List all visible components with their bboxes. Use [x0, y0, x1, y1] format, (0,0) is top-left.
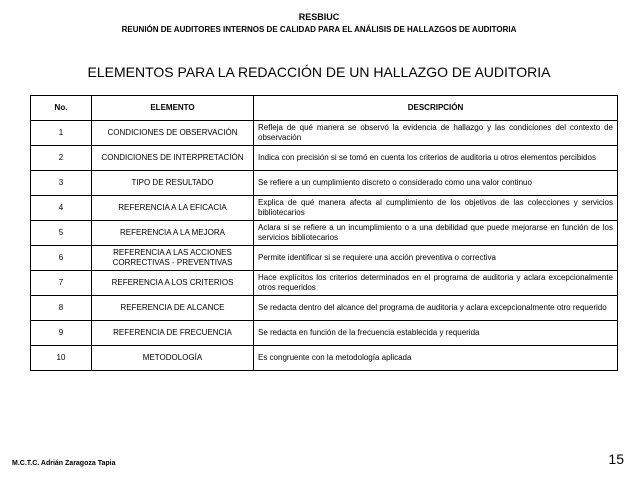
cell-descripcion: Se redacta en función de la frecuencia establecida y requerida	[254, 321, 618, 346]
cell-descripcion: Se refiere a un cumplimiento discreto o considerado como una valor continuo	[254, 171, 618, 196]
elements-table	[30, 95, 618, 371]
header-meeting: REUNIÓN DE AUDITORES INTERNOS DE CALIDAD PARA EL ANÁLISIS DE HALLAZGOS DE AUDITORIA	[121, 25, 517, 34]
cell-elemento: CONDICIONES DE INTERPRETACIÓN	[92, 146, 254, 171]
cell-no: 10	[31, 346, 92, 371]
cell-elemento: REFERENCIA DE ALCANCE	[92, 296, 254, 321]
table-row	[31, 246, 618, 271]
table-row	[31, 296, 618, 321]
cell-elemento: REFERENCIA DE FRECUENCIA	[92, 321, 254, 346]
header-org: RESBIUC	[298, 12, 340, 22]
cell-no: 3	[31, 171, 92, 196]
cell-no: 4	[31, 196, 92, 221]
cell-descripcion: Aclara si se refiere a un incumplimiento o a una debilidad que puede mejorarse en función de los servicios bibliotecarios	[254, 221, 618, 246]
table-row	[31, 171, 618, 196]
cell-descripcion: Hace explícitos los criterios determinados en el programa de auditoria y aclara excepcionalmente otros requeridos	[254, 271, 618, 296]
cell-elemento: METODOLOGÍA	[92, 346, 254, 371]
cell-descripcion: Refleja de qué manera se observó la evidencia de hallazgo y las condiciones del contexto de observación	[254, 121, 618, 146]
page-number: 15	[608, 451, 624, 467]
cell-descripcion: Se redacta dentro del alcance del programa de auditoria y aclara excepcionalmente otro requerido	[254, 296, 618, 321]
table-row	[31, 221, 618, 246]
cell-no: 2	[31, 146, 92, 171]
table-row	[31, 196, 618, 221]
cell-descripcion: Es congruente con la metodología aplicada	[254, 346, 618, 371]
table-row	[31, 346, 618, 371]
table-row	[31, 271, 618, 296]
cell-no: 7	[31, 271, 92, 296]
column-header-no: No.	[31, 96, 92, 121]
cell-no: 1	[31, 121, 92, 146]
cell-elemento: REFERENCIA A LAS ACCIONES CORRECTIVAS - PREVENTIVAS	[92, 246, 254, 271]
column-header-descripcion: DESCRIPCIÓN	[254, 96, 618, 121]
cell-elemento: CONDICIONES DE OBSERVACIÓN	[92, 121, 254, 146]
cell-no: 6	[31, 246, 92, 271]
cell-no: 9	[31, 321, 92, 346]
author-footer: M.C.T.C. Adrián Zaragoza Tapia	[12, 460, 116, 467]
cell-descripcion: Permite identificar si se requiere una acción preventiva o correctiva	[254, 246, 618, 271]
cell-descripcion: Explica de qué manera afecta al cumplimiento de los objetivos de las colecciones y servicios bibliotecarios	[254, 196, 618, 221]
page-title: ELEMENTOS PARA LA REDACCIÓN DE UN HALLAZGO DE AUDITORIA	[87, 64, 551, 80]
table-row	[31, 121, 618, 146]
cell-no: 8	[31, 296, 92, 321]
table-header-row	[31, 96, 618, 121]
cell-descripcion: Indica con precisión si se tomó en cuenta los criterios de auditoria u otros elementos percibidos	[254, 146, 618, 171]
table-row	[31, 146, 618, 171]
cell-elemento: TIPO DE RESULTADO	[92, 171, 254, 196]
cell-elemento: REFERENCIA A LA MEJORA	[92, 221, 254, 246]
column-header-elemento: ELEMENTO	[92, 96, 254, 121]
cell-elemento: REFERENCIA A LOS CRITERIOS	[92, 271, 254, 296]
cell-elemento: REFERENCIA A LA EFICACIA	[92, 196, 254, 221]
table-row	[31, 321, 618, 346]
cell-no: 5	[31, 221, 92, 246]
